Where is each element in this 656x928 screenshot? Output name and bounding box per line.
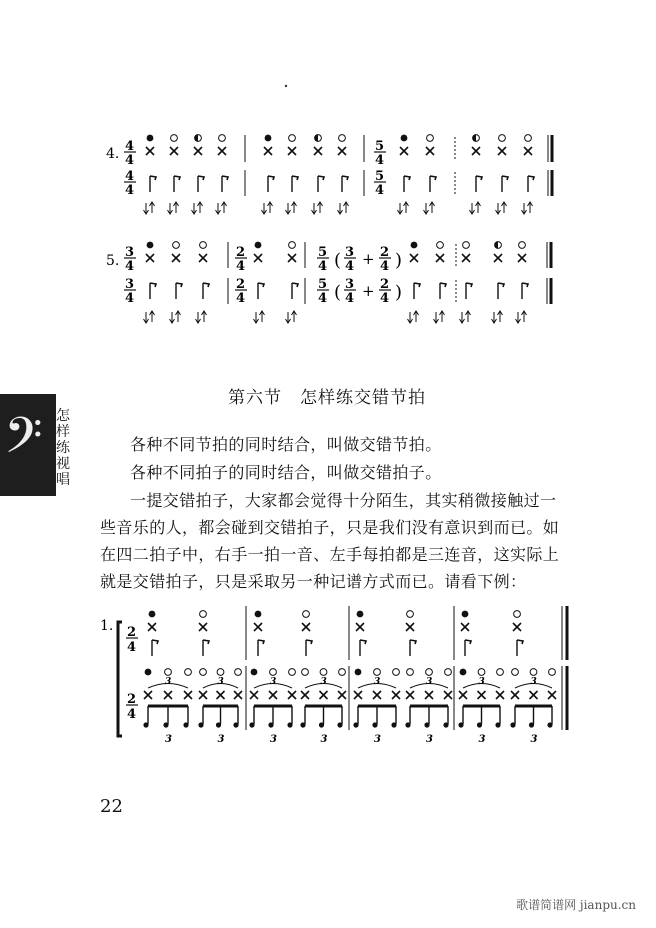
note-head-open <box>339 669 346 676</box>
triplet-head <box>458 722 463 727</box>
time-sig-top-den: 4 <box>125 153 135 168</box>
flag <box>222 176 228 180</box>
time-sig-5-4-bot: 4 <box>375 153 385 168</box>
tuplet-number-top: 3 <box>270 677 277 687</box>
note-head-open <box>217 669 224 676</box>
ex1-time-top-den: 4 <box>127 640 137 655</box>
time-5-4-den-b: 4 <box>318 291 328 306</box>
example-4-number: 4. <box>106 146 120 162</box>
paren-right: ) <box>395 250 403 271</box>
triplet-head <box>287 722 292 727</box>
tuplet-number-bottom: 3 <box>320 734 328 745</box>
example-5-bottom-staff <box>124 277 551 323</box>
plus-sign: + <box>362 250 375 268</box>
tuplet-number-top: 3 <box>165 677 172 687</box>
example-1-number: 1. <box>100 618 114 634</box>
example-4-bottom-staff <box>124 169 552 214</box>
note-head-open <box>185 669 192 676</box>
triplet-head <box>163 722 168 727</box>
flag <box>440 283 446 287</box>
rhythm-examples-4-5 <box>0 0 656 340</box>
time-2-4-num-b: 2 <box>236 277 246 292</box>
time-5-4-den: 4 <box>318 259 328 274</box>
triplet-head <box>319 722 324 727</box>
triplet-head <box>547 722 552 727</box>
note-head-open <box>200 242 207 249</box>
note-heads <box>147 135 532 142</box>
note-head-open <box>200 669 207 676</box>
note-head-open <box>171 135 178 142</box>
paragraph-line-4: 些音乐的人，都会碰到交错拍子，只是我们没有意识到而已。如 <box>100 518 560 537</box>
upper-part-notes <box>148 611 523 656</box>
tuplet-number-top: 3 <box>530 677 537 687</box>
paragraph-line-3: 一提交错拍子，大家都会觉得十分陌生，其实稍微接触过一 <box>130 491 557 510</box>
triplet-head <box>495 722 500 727</box>
ex1-time-top-num: 2 <box>127 625 137 640</box>
triplet-head <box>443 722 448 727</box>
note-head-filled <box>401 135 408 142</box>
note-head-filled <box>145 669 152 676</box>
flag <box>517 640 523 644</box>
triplet-head <box>424 722 429 727</box>
time-3-4-den: 4 <box>125 259 135 274</box>
paragraph-line-1: 各种不同节拍的同时结合，叫做交错节拍。 <box>130 435 442 454</box>
note-head-open <box>219 135 226 142</box>
triplet-head <box>198 722 203 727</box>
time-sig-5-4-top: 5 <box>375 139 385 154</box>
triplet-head <box>233 722 238 727</box>
tuplet-number-top: 3 <box>374 677 381 687</box>
ex1-time-bottom-num: 2 <box>127 692 137 707</box>
example-5-number: 5. <box>106 253 120 269</box>
note-head-open <box>339 135 346 142</box>
note-head-filled <box>147 242 154 249</box>
time-2-4-num: 2 <box>236 245 246 260</box>
triplet-head <box>529 722 534 727</box>
note-head-filled <box>251 669 258 676</box>
time-2-4-den-b: 4 <box>236 291 246 306</box>
note-head-open <box>514 611 521 618</box>
note-head-filled <box>255 242 262 249</box>
note-head-filled <box>357 611 364 618</box>
flag <box>152 640 158 644</box>
note-head-open <box>303 611 310 618</box>
time-5-4-num: 5 <box>318 245 328 260</box>
watermark: 歌谱简谱网 jianpu.cn <box>516 898 636 912</box>
tuplet-number-top: 3 <box>478 677 485 687</box>
time-sig-5-4-bottom-top: 5 <box>375 169 385 184</box>
plus-sign-b: + <box>362 282 375 300</box>
triplet-head <box>405 722 410 727</box>
triplet-head <box>477 722 482 727</box>
example-4-top-staff <box>124 135 552 168</box>
rhythm-example-1 <box>0 590 656 760</box>
flag <box>318 176 324 180</box>
flag <box>414 283 420 287</box>
tuplet-number-top: 3 <box>217 677 224 687</box>
section-heading: 第六节 怎样练交错节拍 <box>228 388 426 408</box>
flag <box>258 283 264 287</box>
frac-a-num: 3 <box>345 245 355 260</box>
flag <box>292 176 298 180</box>
flag <box>466 283 472 287</box>
paragraph-line-5: 在四二拍子中，右手一拍一音、左手每拍都是三连音，这实际上 <box>100 545 560 564</box>
note-head-open <box>165 669 172 676</box>
triplet-head <box>268 722 273 727</box>
flag <box>203 283 209 287</box>
time-3-4-den-b: 4 <box>125 291 135 306</box>
flag <box>292 283 298 287</box>
flag <box>198 176 204 180</box>
flag <box>203 640 209 644</box>
time-2-4-den: 4 <box>236 259 246 274</box>
triplet-head <box>372 722 377 727</box>
time-3-4-num: 3 <box>125 245 135 260</box>
note-head-open <box>407 669 414 676</box>
tuplet-number-bottom: 3 <box>270 734 277 745</box>
note-head-open <box>320 669 327 676</box>
flag <box>476 176 482 180</box>
note-head-open <box>549 669 556 676</box>
flag <box>498 283 504 287</box>
time-sig-bottom-den: 4 <box>125 183 135 198</box>
page-number: 22 <box>100 796 123 817</box>
flag <box>150 176 156 180</box>
frac-b-num: 2 <box>380 245 390 260</box>
note-head-filled <box>265 135 272 142</box>
flag <box>306 640 312 644</box>
frac-b-num-b: 2 <box>380 277 390 292</box>
lower-part-triplets <box>143 669 556 745</box>
x-notes <box>146 147 532 155</box>
tuplet-number-bottom: 3 <box>165 734 172 745</box>
note-head-open <box>302 669 309 676</box>
note-head-filled <box>255 611 262 618</box>
flag <box>342 176 348 180</box>
note-head-open <box>235 669 242 676</box>
frac-b-den: 4 <box>380 259 390 274</box>
note-head-open <box>289 669 296 676</box>
note-head-open <box>525 135 532 142</box>
paragraph-line-2: 各种不同拍子的同时结合，叫做交错拍子。 <box>130 463 442 482</box>
triplet-head <box>300 722 305 727</box>
flag <box>502 176 508 180</box>
note-head-open <box>200 611 207 618</box>
paragraph-line-6: 就是交错拍子，只是采取另一种记谱方式而已。请看下例： <box>100 572 527 591</box>
triplet-head <box>183 722 188 727</box>
note-head-open <box>445 669 452 676</box>
note-head-filled <box>355 669 362 676</box>
note-head-open <box>478 669 485 676</box>
note-head-open <box>427 135 434 142</box>
triplet-head <box>391 722 396 727</box>
note-head-filled <box>462 611 469 618</box>
flag <box>522 283 528 287</box>
tuplet-number-top: 3 <box>426 677 433 687</box>
flag <box>528 176 534 180</box>
note-head-filled <box>147 135 154 142</box>
note-head-open <box>437 242 444 249</box>
note-head-filled <box>411 242 418 249</box>
flag <box>465 640 471 644</box>
time-sig-5-4-bottom-bot: 4 <box>375 183 385 198</box>
paren-left-b: ( <box>334 282 342 303</box>
flag <box>410 640 416 644</box>
triplet-head <box>353 722 358 727</box>
tuplet-number-bottom: 3 <box>374 734 381 745</box>
note-head-open <box>393 669 400 676</box>
note-head-open <box>407 611 414 618</box>
ex1-time-bottom-den: 4 <box>127 707 137 722</box>
stray-dot <box>285 85 287 87</box>
time-sig-bottom-num: 4 <box>125 169 135 184</box>
flag <box>268 176 274 180</box>
note-head-open <box>270 669 277 676</box>
tuplet-number-bottom: 3 <box>478 734 486 745</box>
conducting-arrows <box>144 311 527 323</box>
paren-right-b: ) <box>395 282 403 303</box>
triplet-head <box>510 722 515 727</box>
note-head-open <box>512 669 519 676</box>
example-5-top-staff <box>124 242 551 274</box>
frac-a-num-b: 3 <box>345 277 355 292</box>
note-head-open <box>519 242 526 249</box>
frac-a-den-b: 4 <box>345 291 355 306</box>
frac-a-den: 4 <box>345 259 355 274</box>
note-heads <box>147 242 526 249</box>
note-head-filled <box>460 669 467 676</box>
note-head-open <box>499 135 506 142</box>
tuplet-number-bottom: 3 <box>426 734 433 745</box>
flag <box>150 283 156 287</box>
system-brace <box>118 622 122 736</box>
flag <box>360 640 366 644</box>
flag <box>174 176 180 180</box>
bass-clef-icon: 𝄢 <box>4 407 43 477</box>
note-head-open <box>289 135 296 142</box>
tuplet-number-bottom: 3 <box>217 734 225 745</box>
note-head-open <box>426 669 433 676</box>
note-head-open <box>374 669 381 676</box>
flag <box>176 283 182 287</box>
flag <box>258 640 264 644</box>
frac-b-den-b: 4 <box>380 291 390 306</box>
note-head-open <box>497 669 504 676</box>
time-sig-top-num: 4 <box>125 139 135 154</box>
quarter-note-stems <box>150 176 534 192</box>
flag <box>404 176 410 180</box>
flag <box>430 176 436 180</box>
triplet-head <box>337 722 342 727</box>
paren-left: ( <box>334 250 342 271</box>
time-5-4-num-b: 5 <box>318 277 328 292</box>
triplet-head <box>143 722 148 727</box>
note-head-filled <box>149 611 156 618</box>
note-head-open <box>289 242 296 249</box>
tuplet-number-top: 3 <box>320 677 327 687</box>
time-3-4-num-b: 3 <box>125 277 135 292</box>
triplet-head <box>249 722 254 727</box>
note-head-open <box>530 669 537 676</box>
side-tab-label: 怎样练视唱 <box>56 408 70 488</box>
note-head-open <box>173 242 180 249</box>
note-head-open <box>463 242 470 249</box>
triplet-head <box>216 722 221 727</box>
tuplet-number-bottom: 3 <box>530 734 538 745</box>
conducting-arrows <box>144 202 533 214</box>
